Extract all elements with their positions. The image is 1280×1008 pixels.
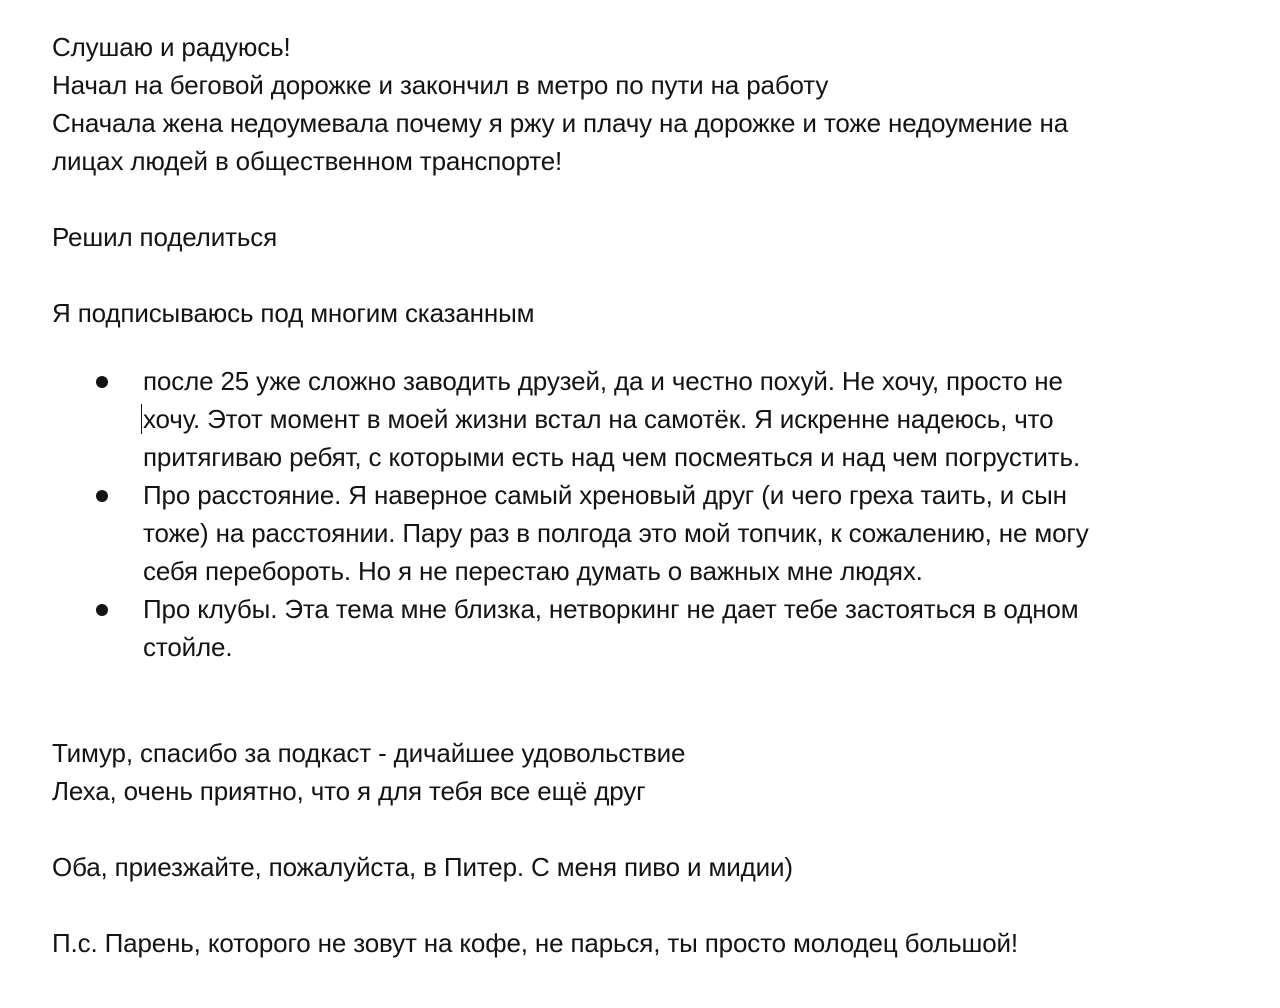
text-line: Леха, очень приятно, что я для тебя все ещё друг [52,776,646,806]
text-line: Про расстояние. Я наверное самый хреновый друг (и чего греха таить, и сын [143,480,1067,510]
text-line: тоже) на расстоянии. Пару раз в полгода это мой топчик, к сожалению, не могу [143,518,1089,548]
caret-line-wrapper [143,400,1053,438]
intro-paragraph [52,28,1242,180]
text-line: Про клубы. Эта тема мне близка, нетворкинг не дает тебе застояться в одном [143,594,1079,624]
blank-line [52,180,1242,218]
bullet-icon [96,490,108,502]
ps-line: П.с. Парень, которого не зовут на кофе, не парься, ты просто молодец большой! [52,928,1019,958]
text-line: после 25 уже сложно заводить друзей, да и честно похуй. Не хочу, просто не [143,366,1063,396]
text-line: Тимур, спасибо за подкаст - дичайшее удовольствие [52,738,686,768]
blank-line [52,810,1242,848]
text-line: хочу. Этот момент в моей жизни встал на самотёк. Я искренне надеюсь, что [143,404,1054,434]
blank-line [52,886,1242,924]
blank-line [52,256,1242,294]
document-body[interactable] [52,28,1242,962]
list-item [52,476,1242,590]
text-line: лицах людей в общественном транспорте! [52,146,563,176]
thanks-paragraph [52,734,1242,810]
bullet-icon [96,604,108,616]
text-line: притягиваю ребят, с которыми есть над чем посмеяться и над чем погрустить. [143,442,1081,472]
bullet-icon [96,376,108,388]
list-item [52,590,1242,666]
list-item [52,362,1242,476]
bullet-list [52,362,1242,666]
text-cursor[interactable] [141,404,142,434]
decided-line: Решил поделиться [52,222,277,252]
text-line: Слушаю и радуюсь! [52,32,291,62]
text-line: стойле. [143,632,233,662]
blank-line [52,666,1242,734]
invite-line: Оба, приезжайте, пожалуйста, в Питер. С меня пиво и мидии) [52,852,793,882]
text-line: себя перебороть. Но я не перестаю думать о важных мне людях. [143,556,923,586]
agree-line: Я подписываюсь под многим сказанным [52,298,535,328]
text-line: Сначала жена недоумевала почему я ржу и плачу на дорожке и тоже недоумение на [52,108,1069,138]
text-line: Начал на беговой дорожке и закончил в метро по пути на работу [52,70,829,100]
